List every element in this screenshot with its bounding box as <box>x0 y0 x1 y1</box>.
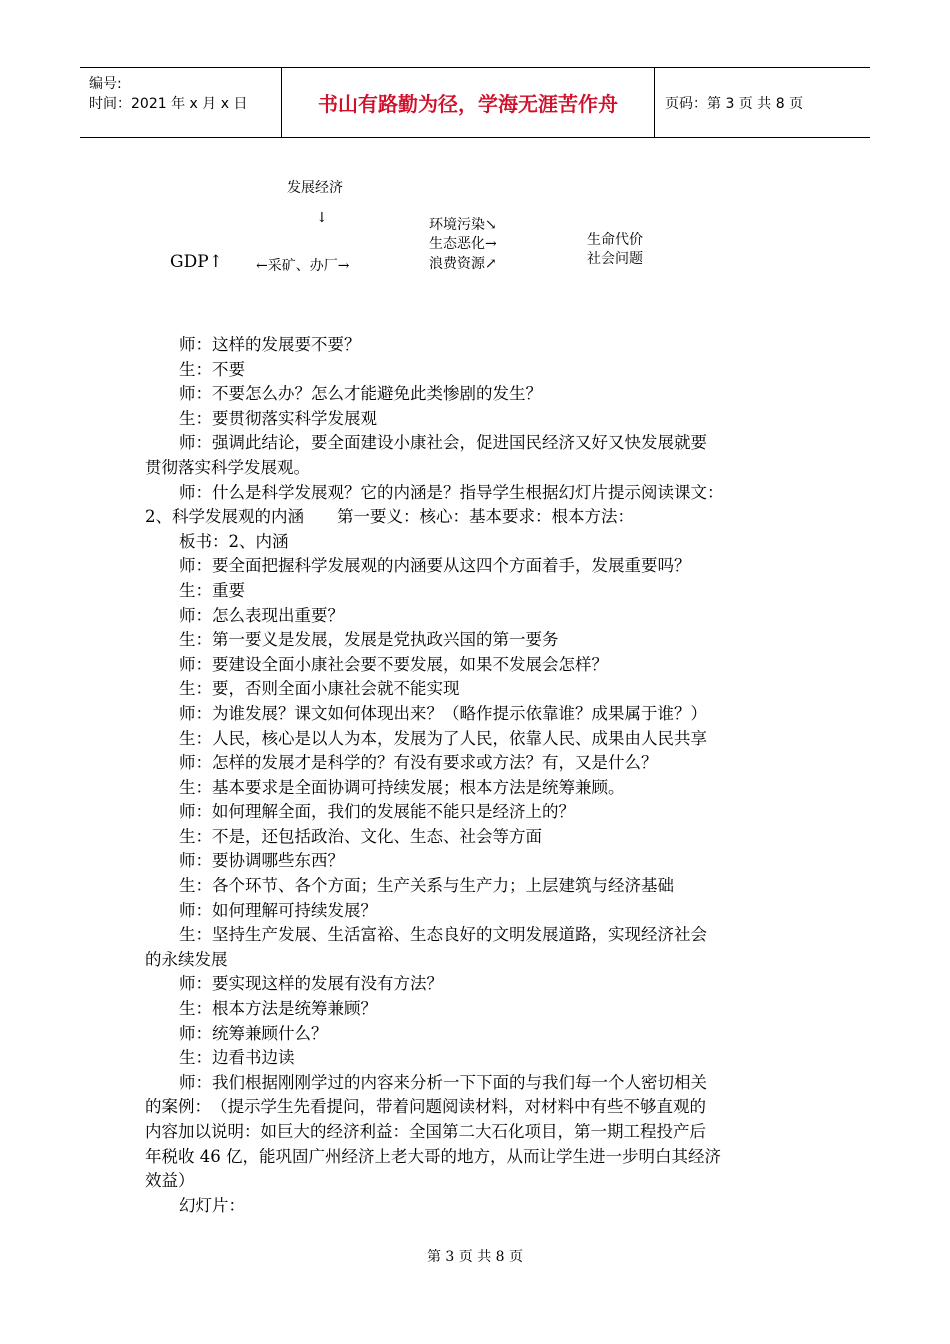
dialogue-line: 的永续发展 <box>145 949 228 969</box>
dialogue-line: 的案例： （提示学生先看提问，带着问题阅读材料，对材料中有些不够直观的 <box>145 1097 706 1117</box>
dialogue-line: 师：不要怎么办？怎么才能避免此类惨剧的发生？ <box>179 384 542 404</box>
down-arrow-icon: ↓ <box>316 210 328 226</box>
dialogue-line: 板书：2、内涵 <box>179 531 289 551</box>
dialogue-line: 幻灯片： <box>179 1195 245 1215</box>
dialogue-line: 师：我们根据刚刚学过的内容来分析一下下面的与我们每一个人密切相关 <box>179 1072 707 1092</box>
dialogue-line: 生：要，否则全面小康社会就不能实现 <box>179 679 460 699</box>
dialogue-line: 效益） <box>145 1171 195 1191</box>
dialogue-line: 师：这样的发展要不要？ <box>179 335 361 354</box>
page-number-label: 页码：第 3 页 共 8 页 <box>665 95 804 112</box>
dialogue-line: 师：怎样的发展才是科学的？有没有要求或方法？有，又是什么？ <box>179 753 658 773</box>
dialogue-line: 生：不是，还包括政治、文化、生态、社会等方面 <box>179 826 542 846</box>
dialogue-line: 内容加以说明：如巨大的经济利益：全国第二大石化项目，第一期工程投产后 <box>145 1122 706 1141</box>
dialogue-line: 师：统筹兼顾什么？ <box>179 1023 328 1043</box>
dialogue-line: 生：边看书边读 <box>179 1048 295 1068</box>
header-page <box>655 68 880 137</box>
dialogue-line: 生：不要 <box>179 359 245 379</box>
dialogue-line: 师：如何理解全面，我们的发展能不能只是经济上的？ <box>179 802 575 822</box>
dialogue-line: 师：要全面把握科学发展观的内涵要从这四个方面着手，发展重要吗？ <box>179 556 691 576</box>
diagram-gdp: GDP↑ <box>170 252 223 272</box>
page-footer: 第 3 页 共 8 页 <box>426 1249 524 1265</box>
header-motto <box>282 68 655 137</box>
page-header <box>80 67 870 138</box>
dialogue-body <box>145 333 815 1218</box>
diagram-effect: 环境污染↘ <box>429 217 497 233</box>
dialogue-line: 师：为谁发展？课文如何体现出来？（略作提示依靠谁？成果属于谁？） <box>179 703 707 723</box>
dialogue-line: 师：强调此结论，要全面建设小康社会，促进国民经济又好又快发展就要 <box>179 433 707 453</box>
diagram-result: 社会问题 <box>587 251 643 267</box>
dialogue-line: 生：第一要义是发展，发展是党执政兴国的第一要务 <box>179 630 559 650</box>
dialogue-line: 生：人民，核心是以人为本，发展为了人民，依靠人民、成果由人民共享 <box>179 728 707 748</box>
dialogue-line: 师：什么是科学发展观？它的内涵是？指导学生根据幻灯片提示阅读课文： <box>179 482 724 502</box>
dialogue-line: 生：坚持生产发展、生活富裕、生态良好的文明发展道路，实现经济社会 <box>179 925 707 945</box>
dialogue-line: 生：基本要求是全面协调可持续发展；根本方法是统筹兼顾。 <box>179 777 625 797</box>
header-info <box>80 68 282 137</box>
date-label: 时间：2021 年 x 月 x 日 <box>89 96 248 112</box>
dialogue-line: 生：根本方法是统筹兼顾？ <box>179 999 377 1019</box>
dialogue-line: 师：要实现这样的发展有没有方法？ <box>179 974 443 994</box>
dialogue-line: 师：要建设全面小康社会要不要发展，如果不发展会怎样？ <box>179 654 608 674</box>
dialogue-line: 年税收 46 亿，能巩固广州经济上老大哥的地方，从而让学生进一步明白其经济 <box>145 1146 721 1166</box>
diagram-effect: 浪费资源↗ <box>429 256 497 272</box>
dialogue-line: 生：各个环节、各个方面；生产关系与生产力；上层建筑与经济基础 <box>179 876 674 896</box>
dialogue-line: 2、科学发展观的内涵 第一要义：核心：基本要求：根本方法： <box>145 507 634 527</box>
serial-label: 编号: <box>89 76 122 92</box>
diagram-top: 发展经济 <box>287 180 343 196</box>
dialogue-line: 生：重要 <box>179 580 245 600</box>
dialogue-line: 贯彻落实科学发展观。 <box>145 457 310 477</box>
diagram-middle: ←采矿、办厂→ <box>256 258 350 274</box>
diagram-effect: 生态恶化→ <box>429 236 497 252</box>
dialogue-line: 师：要协调哪些东西？ <box>179 851 344 871</box>
motto-text: 书山有路勤为径，学海无涯苦作舟 <box>318 92 618 116</box>
dialogue-line: 师：如何理解可持续发展？ <box>179 900 377 920</box>
dialogue-line: 生：要贯彻落实科学发展观 <box>179 408 377 428</box>
diagram-result: 生命代价 <box>587 232 643 248</box>
dialogue-line: 师：怎么表现出重要？ <box>179 605 344 625</box>
